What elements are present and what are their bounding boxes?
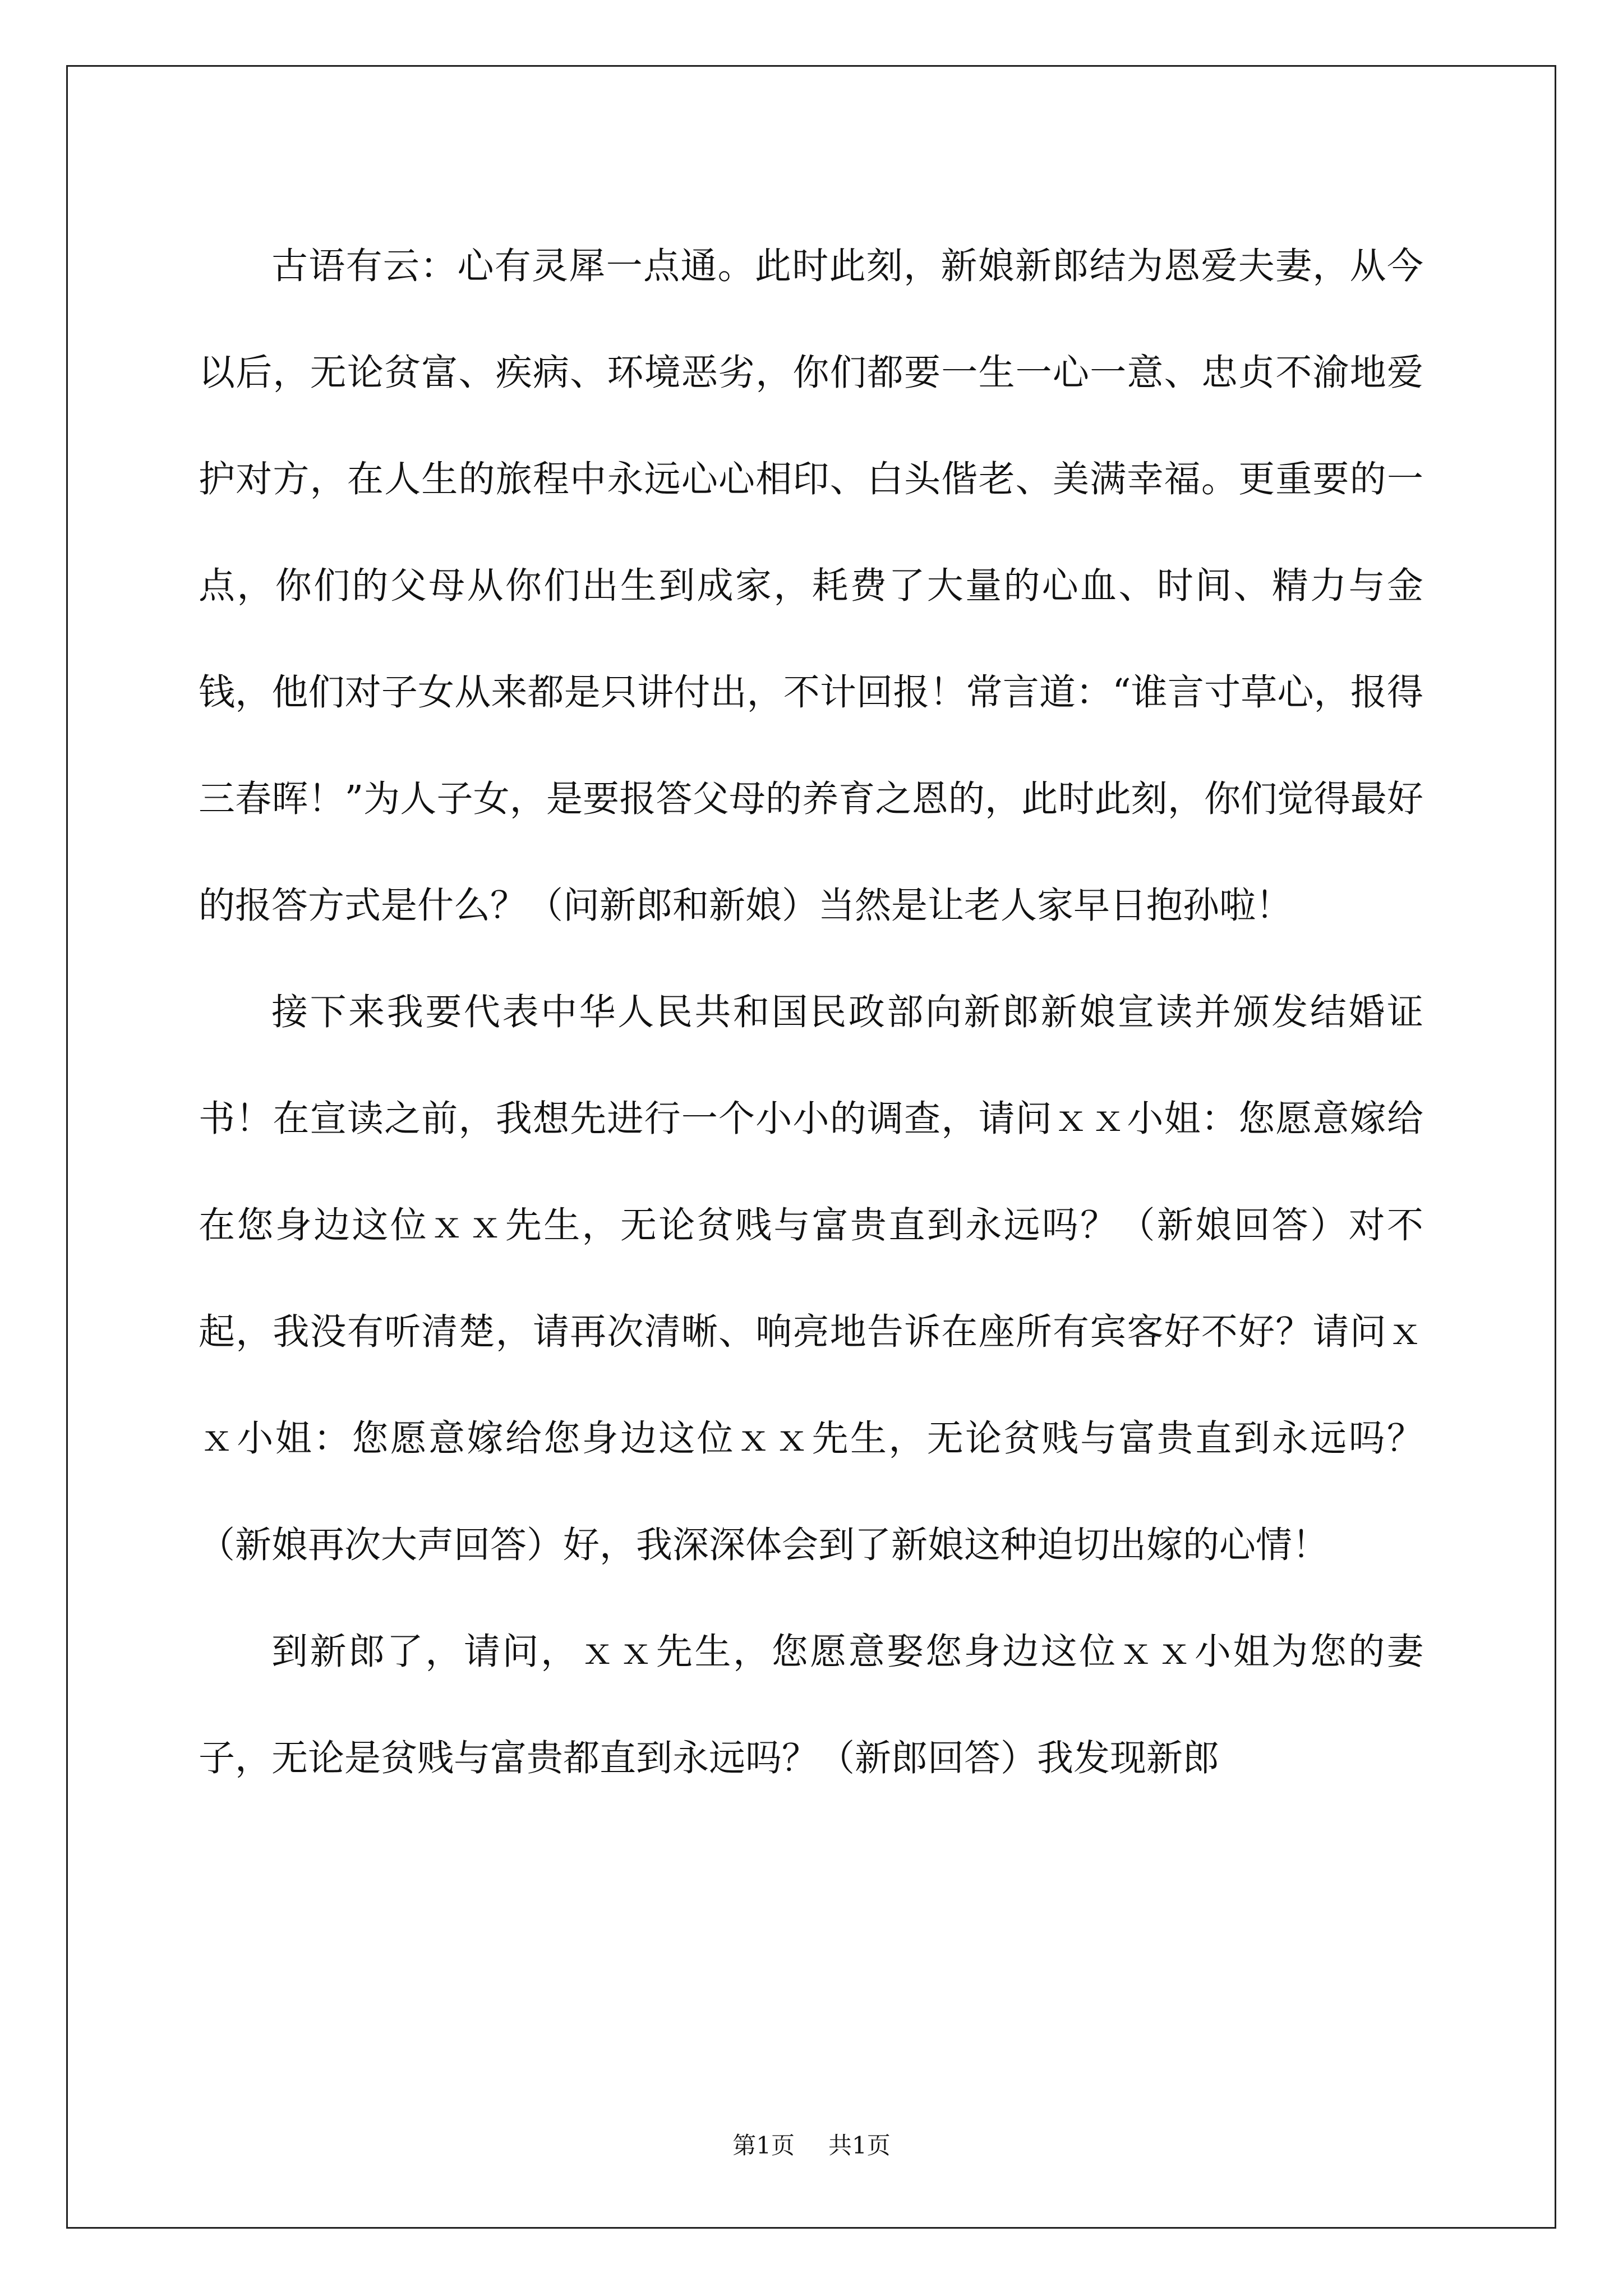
page-number: 第1页 bbox=[732, 2132, 795, 2159]
page-footer bbox=[0, 2129, 1623, 2162]
paragraph-1: 古语有云：心有灵犀一点通。此时此刻，新娘新郎结为恩爱夫妻，从今以后，无论贫富、疾病、环境恶劣，你们都要一生一心一意、忠贞不渝地爱护对方，在人生的旅程中永远心心相印、白头偕老、美满幸福。更重要的一点，你们的父母从你们出生到成家，耗费了大量的心血、时间、精力与金钱，他们对子女从来都是只讲付出，不计回报！常言道：“谁言寸草心，报得三春晖！”为人子女，是要报答父母的养育之恩的，此时此刻，你们觉得最好的报答方式是什么？（问新郎和新娘）当然是让老人家早日抱孙啦！ bbox=[199, 245, 1423, 927]
paragraph-2: 接下来我要代表中华人民共和国民政部向新郎新娘宣读并颁发结婚证书！在宣读之前，我想先进行一个小小的调查，请问ｘｘ小姐：您愿意嫁给在您身边这位ｘｘ先生，无论贫贱与富贵直到永远吗？（新娘回答）对不起，我没有听清楚，请再次清晰、响亮地告诉在座所有宾客好不好？请问ｘｘ小姐：您愿意嫁给您身边这位ｘｘ先生，无论贫贱与富贵直到永远吗？（新娘再次大声回答）好，我深深体会到了新娘这种迫切出嫁的心情！ bbox=[199, 991, 1423, 1566]
document-body bbox=[199, 213, 1423, 1812]
page-total: 共1页 bbox=[828, 2132, 891, 2159]
paragraph-3: 到新郎了，请问，ｘｘ先生，您愿意娶您身边这位ｘｘ小姐为您的妻子，无论是贫贱与富贵都直到永远吗？（新郎回答）我发现新郎 bbox=[199, 1631, 1423, 1779]
